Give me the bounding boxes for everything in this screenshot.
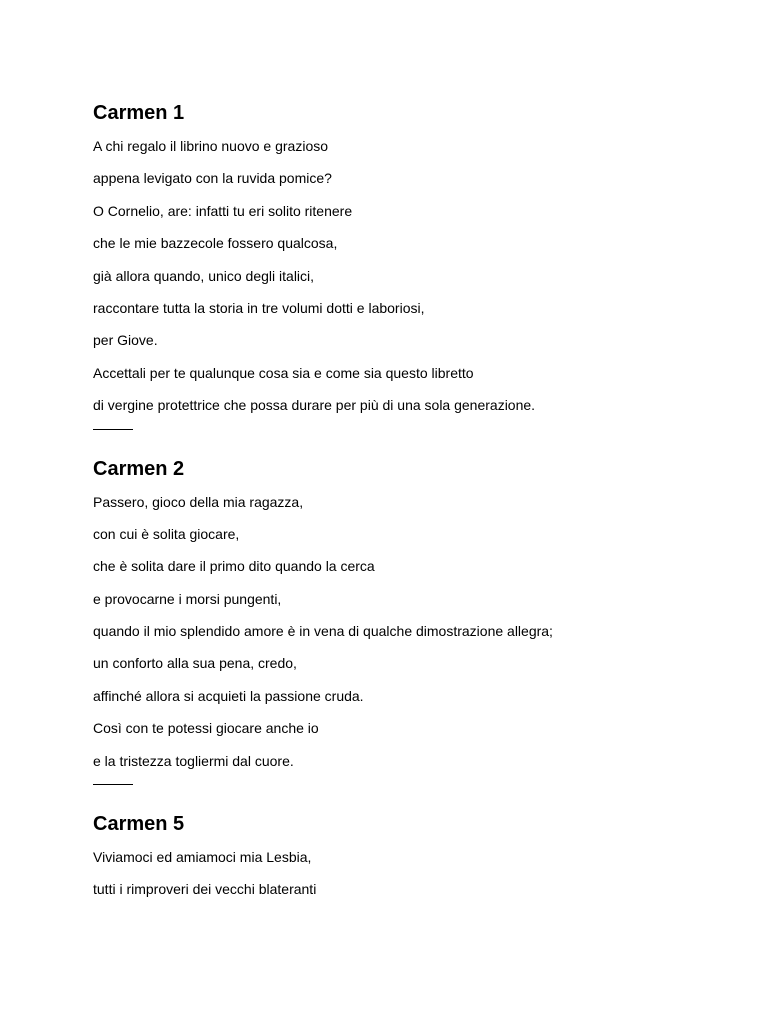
poem-line: Accettali per te qualunque cosa sia e come sia questo libretto — [93, 364, 474, 381]
poem-carmen-5 — [93, 809, 713, 898]
section-divider — [93, 784, 133, 785]
poem-line: per Giove. — [93, 332, 158, 349]
poem-line: quando il mio splendido amore è in vena di qualche dimostrazione allegra; — [93, 623, 553, 640]
poem-carmen-2 — [93, 454, 713, 770]
poem-line: Così con te potessi giocare anche io — [93, 720, 319, 737]
poem-line: Passero, gioco della mia ragazza, — [93, 493, 304, 510]
poem-line: già allora quando, unico degli italici, — [93, 267, 315, 284]
poem-line: appena levigato con la ruvida pomice? — [93, 170, 332, 187]
poem-line: raccontare tutta la storia in tre volumi dotti e laboriosi, — [93, 299, 425, 316]
poem-line: O Cornelio, are: infatti tu eri solito ritenere — [93, 202, 353, 219]
poem-title: Carmen 5 — [93, 813, 185, 836]
poem-line: A chi regalo il librino nuovo e grazioso — [93, 138, 329, 154]
poem-line: tutti i rimproveri dei vecchi blateranti — [93, 881, 317, 898]
poem-line: con cui è solita giocare, — [93, 525, 240, 542]
poem-line: e provocarne i morsi pungenti, — [93, 590, 282, 607]
poem-line: di vergine protettrice che possa durare per più di una sola generazione. — [93, 397, 536, 414]
poem-title: Carmen 2 — [93, 457, 185, 480]
poem-line: che le mie bazzecole fossero qualcosa, — [93, 235, 338, 252]
poem-line: Viviamoci ed amiamoci mia Lesbia, — [93, 849, 312, 866]
poem-line: un conforto alla sua pena, credo, — [93, 655, 297, 672]
poem-title: Carmen 1 — [93, 102, 185, 124]
poem-carmen-1 — [93, 98, 713, 414]
poem-line: che è solita dare il primo dito quando la cerca — [93, 558, 375, 575]
poem-line: e la tristezza togliermi dal cuore. — [93, 752, 294, 769]
section-divider — [93, 429, 133, 430]
poem-line: affinché allora si acquieti la passione cruda. — [93, 687, 364, 704]
document-page — [93, 98, 713, 913]
